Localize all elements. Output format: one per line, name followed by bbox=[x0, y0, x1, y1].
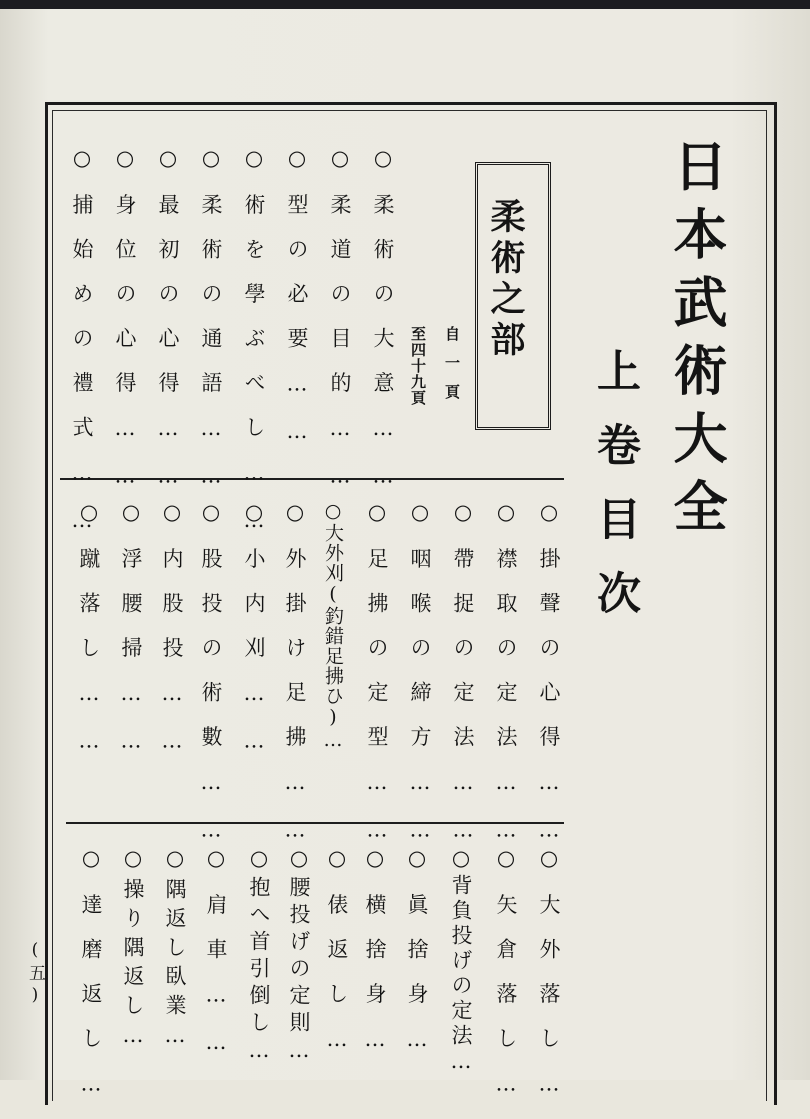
toc-entry: ○咽喉の締方…… bbox=[408, 500, 432, 865]
toc-entry: ○矢倉落し… bbox=[494, 846, 518, 1119]
toc-entry: ○型の必要…… bbox=[285, 146, 309, 467]
toc-entry: ○外掛け足拂…… bbox=[283, 500, 307, 865]
toc-entry: ○柔術の大意…… bbox=[371, 146, 395, 511]
volume-title: 上卷目次 bbox=[589, 348, 640, 644]
toc-entry: ○捕始めの禮式…… bbox=[70, 146, 94, 556]
toc-entry: ○小内刈…… bbox=[242, 500, 266, 776]
toc-entry: ○達磨返し… bbox=[79, 846, 103, 1119]
toc-entry: ○肩車…… bbox=[204, 846, 228, 1078]
toc-entry: ○隅返し臥業… bbox=[163, 846, 187, 1055]
toc-entry: ○柔術の通語…… bbox=[199, 146, 223, 511]
top-border bbox=[0, 0, 810, 9]
section-title: 柔術之部 bbox=[485, 198, 526, 362]
toc-entry: ○股投の術數…… bbox=[199, 500, 223, 865]
toc-entry: ○襟取の定法…… bbox=[494, 500, 518, 865]
toc-entry: ○最初の心得…… bbox=[156, 146, 180, 511]
toc-entry: ○眞捨身… bbox=[405, 846, 429, 1075]
page-number: (五) bbox=[25, 940, 45, 1009]
toc-entry: ○腰投げの定則… bbox=[287, 846, 311, 1068]
toc-entry: ○足拂の定型…… bbox=[365, 500, 389, 865]
toc-entry: ○操り隅返し… bbox=[121, 846, 145, 1055]
toc-entry: ○内股投…… bbox=[160, 500, 184, 776]
page-range-to: 至四十九頁 bbox=[409, 326, 427, 406]
page-range-from: 自一頁 bbox=[443, 326, 461, 413]
toc-entry: ○帶捉の定法…… bbox=[451, 500, 475, 865]
toc-entry: ○抱へ首引倒し… bbox=[247, 846, 271, 1068]
toc-entry: ○横捨身… bbox=[363, 846, 387, 1075]
toc-entry: ○柔道の目的…… bbox=[328, 146, 352, 511]
toc-entry: ○大外落し… bbox=[537, 846, 561, 1119]
toc-entry: ○浮腰掃…… bbox=[119, 500, 143, 776]
toc-entry: ○背負投げの定法… bbox=[449, 846, 473, 1077]
book-title: 日本武術大全 bbox=[665, 138, 729, 546]
toc-entry: ○蹴落し…… bbox=[77, 500, 101, 776]
toc-entry: ○掛聲の心得…… bbox=[537, 500, 561, 865]
toc-entry: ○身位の心得…… bbox=[113, 146, 137, 511]
toc-entry: ○俵返し… bbox=[325, 846, 349, 1075]
toc-entry: ○術を學ぶべし…… bbox=[242, 146, 266, 556]
row-divider-2 bbox=[66, 822, 564, 824]
toc-entry: ○大外刈(釣錯足拂ひ)… bbox=[322, 500, 344, 752]
